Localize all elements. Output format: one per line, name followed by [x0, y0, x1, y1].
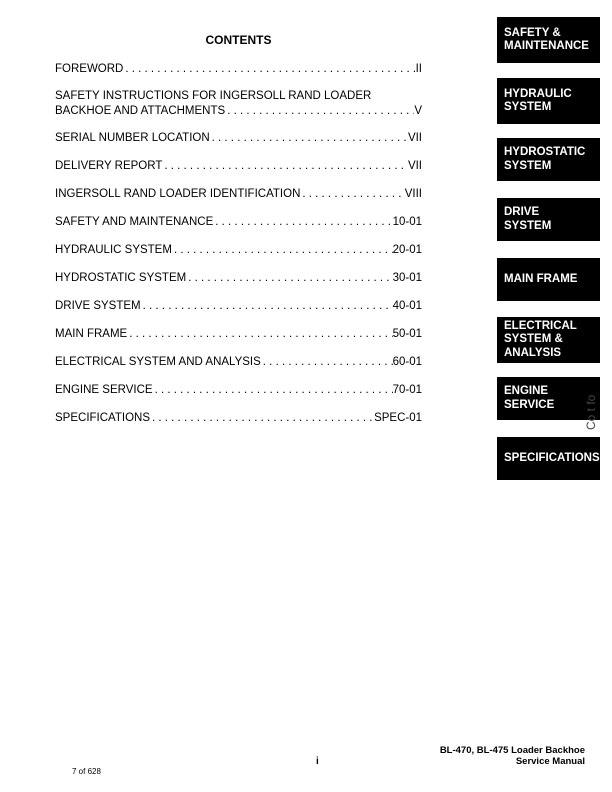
- leader-dots: [172, 243, 393, 258]
- toc-entry-title: HYDROSTATIC SYSTEM: [55, 272, 187, 284]
- tab-label-line1: HYDROSTATIC: [504, 146, 586, 158]
- toc-entry-page: 60-01: [392, 356, 422, 368]
- leader-dots: [213, 215, 392, 230]
- toc-entry-specifications[interactable]: [55, 411, 422, 426]
- toc-entry-delivery-report[interactable]: [55, 159, 422, 174]
- toc-entry-drive-system[interactable]: [55, 299, 422, 314]
- toc-entry-title: SPECIFICATIONS: [55, 412, 150, 424]
- toc-entry-page: 20-01: [392, 244, 422, 256]
- toc-entry-title: FOREWORD: [55, 63, 124, 75]
- tab-main-frame[interactable]: [497, 258, 600, 301]
- manual-title-line2: Service Manual: [515, 756, 585, 767]
- tab-label-line2: SYSTEM: [504, 219, 552, 232]
- toc-entry-title-line2: BACKHOE AND ATTACHMENTS: [55, 105, 226, 117]
- leader-dots: [150, 411, 374, 426]
- leader-dots: [225, 104, 414, 119]
- tab-label-line1: SAFETY &: [504, 26, 561, 39]
- toc-entry-page: VIII: [404, 188, 422, 200]
- toc-entry-title-line1: SAFETY INSTRUCTIONS FOR INGERSOLL RAND LOADER: [55, 90, 372, 102]
- toc-entry-title: DELIVERY REPORT: [55, 160, 163, 172]
- toc-entry-identification[interactable]: [55, 187, 422, 202]
- toc-entry-title: ENGINE SERVICE: [55, 384, 153, 396]
- leader-dots: [141, 299, 393, 314]
- toc-entry-page: 70-01: [392, 384, 422, 396]
- toc-entry-page: 30-01: [392, 272, 422, 284]
- tab-label-line2: SYSTEM: [504, 159, 552, 172]
- leader-dots: [127, 327, 392, 342]
- toc-entry-safety-maintenance[interactable]: [55, 215, 422, 230]
- toc-entry-title: ELECTRICAL SYSTEM AND ANALYSIS: [55, 356, 261, 368]
- leader-dots: [210, 131, 408, 146]
- toc-entry-page: SPEC-01: [374, 412, 422, 424]
- side-watermark: [584, 330, 602, 440]
- manual-title-line1: BL-470, BL-475 Loader Backhoe: [439, 745, 585, 756]
- tab-hydrostatic-system[interactable]: [497, 138, 600, 181]
- tab-label-line2: SYSTEM: [504, 101, 552, 113]
- toc-entry-page: 40-01: [392, 300, 422, 312]
- leader-dots: [300, 187, 404, 202]
- toc-entry-page: 10-01: [392, 216, 422, 228]
- contents-title: CONTENTS: [205, 33, 272, 47]
- toc-entry-foreword[interactable]: [55, 62, 422, 77]
- toc-entry-page: VII: [407, 132, 422, 144]
- toc-entry-engine-service[interactable]: [55, 383, 422, 398]
- toc-entry-title: DRIVE SYSTEM: [55, 300, 141, 312]
- toc-entry-title: HYDRAULIC SYSTEM: [55, 244, 172, 256]
- manual-title: [420, 745, 585, 767]
- tab-label-line2: MAINTENANCE: [504, 40, 589, 52]
- tab-label-line2: SYSTEM &: [504, 333, 563, 346]
- tab-label-line1: ENGINE: [504, 385, 549, 397]
- tab-drive-system[interactable]: [497, 198, 600, 241]
- side-watermark-text: Co t fo: [584, 394, 598, 430]
- toc-entry-main-frame[interactable]: [55, 327, 422, 342]
- toc-entry-title: SAFETY AND MAINTENANCE: [55, 216, 214, 228]
- leader-dots: [261, 355, 393, 370]
- tab-label-line1: ELECTRICAL: [504, 319, 577, 332]
- toc-entry-page: 50-01: [392, 328, 422, 340]
- toc-entry-page: V: [414, 105, 422, 117]
- page-number: i: [316, 756, 319, 767]
- page-count: 7 of 628: [72, 767, 101, 776]
- leader-dots: [123, 62, 415, 77]
- tab-label-line1: DRIVE: [504, 206, 540, 218]
- toc-entry-page: II: [415, 63, 422, 75]
- toc-entry-page: VII: [407, 160, 422, 172]
- tab-label-line3: ANALYSIS: [504, 346, 562, 359]
- leader-dots: [186, 271, 392, 286]
- tab-label-line1: SPECIFICATIONS: [504, 451, 600, 464]
- tab-label-line1: HYDRAULIC: [504, 87, 572, 100]
- toc-entry-safety-instructions[interactable]: [55, 89, 422, 119]
- toc-entry-title: INGERSOLL RAND LOADER IDENTIFICATION: [55, 188, 301, 200]
- tab-safety-maintenance[interactable]: [497, 17, 600, 63]
- tab-hydraulic-system[interactable]: [497, 78, 600, 124]
- toc-entry-title: SERIAL NUMBER LOCATION: [55, 132, 210, 144]
- toc-entry-serial-number[interactable]: [55, 131, 422, 146]
- toc-entry-electrical-system[interactable]: [55, 355, 422, 370]
- toc-entry-hydrostatic-system[interactable]: [55, 271, 422, 286]
- tab-specifications[interactable]: [497, 437, 600, 480]
- tab-label-line2: SERVICE: [504, 398, 555, 411]
- tab-label-line1: MAIN FRAME: [504, 272, 578, 285]
- toc-entry-hydraulic-system[interactable]: [55, 243, 422, 258]
- toc-entry-title: MAIN FRAME: [55, 328, 128, 340]
- leader-dots: [153, 383, 393, 398]
- leader-dots: [162, 159, 408, 174]
